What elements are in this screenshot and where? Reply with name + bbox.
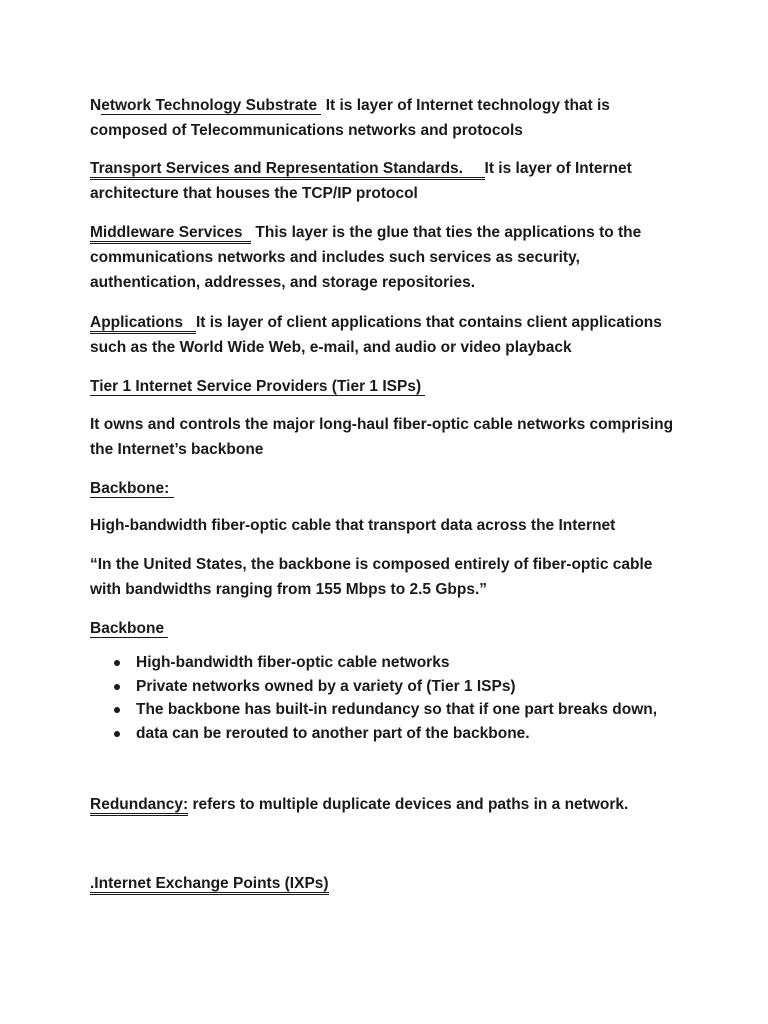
backbone-heading-2 (90, 616, 690, 641)
paragraph-text-line1: It owns and controls the major long-haul fiber-optic cable networks comprising (90, 416, 674, 433)
paragraph-text-line1: It is layer of Internet (484, 160, 632, 177)
list-item (110, 698, 657, 722)
list-item-text: The backbone has built-in redundancy so that if one part breaks down, (136, 701, 658, 718)
bullet-icon (114, 684, 120, 690)
tier1-isps-heading (90, 374, 690, 399)
term-network-technology-substrate: etwork Technology Substrate (101, 97, 322, 114)
term-applications: Applications (90, 314, 196, 334)
list-item-text: data can be rerouted to another part of the backbone. (136, 724, 530, 742)
quote-line1: “In the United States, the backbone is composed entirely of fiber-optic cable (90, 556, 653, 573)
paragraph-text-line1: It is layer of Internet technology that is (321, 97, 610, 114)
paragraph-text-line2: architecture that houses the TCP/IP protocol (90, 185, 418, 202)
list-item-text: High-bandwidth fiber-optic cable networks (136, 654, 450, 671)
backbone-quote (90, 552, 690, 602)
paragraph-text: refers to multiple duplicate devices and paths in a network. (188, 796, 629, 813)
middleware-services-paragraph (90, 220, 690, 295)
bullet-icon (114, 731, 120, 737)
heading-text: .Internet Exchange Points (IXPs) (90, 875, 329, 895)
tier1-isps-paragraph (90, 412, 690, 462)
paragraph-text-line1: It is layer of client applications that contains client applications (195, 314, 662, 331)
list-item-text: Private networks owned by a variety of (Tier 1 ISPs) (136, 677, 516, 695)
network-technology-substrate-paragraph (90, 93, 690, 143)
paragraph-text-line2: communications networks and includes such services as security, (90, 249, 580, 266)
list-item (110, 651, 657, 675)
term-redundancy: Redundancy: (90, 796, 188, 816)
list-item (110, 722, 657, 746)
first-letter: N (90, 97, 102, 114)
bullet-icon (114, 707, 120, 713)
term-middleware-services: Middleware Services (90, 224, 251, 244)
ixp-heading (90, 871, 690, 896)
paragraph-text-line2: such as the World Wide Web, e-mail, and audio or video playback (90, 339, 572, 356)
heading-text: Backbone (90, 620, 169, 637)
term-transport-services: Transport Services and Representation Standards. (90, 160, 485, 180)
backbone-heading (90, 476, 690, 501)
list-item (110, 675, 657, 699)
redundancy-paragraph (90, 792, 690, 817)
paragraph-text: High-bandwidth fiber-optic cable that transport data across the Internet (90, 517, 616, 534)
transport-services-paragraph (90, 156, 690, 206)
paragraph-text-line2: composed of Telecommunications networks and protocols (90, 122, 523, 139)
paragraph-text-line3: authentication, addresses, and storage repositories. (90, 274, 476, 291)
paragraph-text-line1: This layer is the glue that ties the applications to the (251, 224, 642, 241)
backbone-definition (90, 513, 690, 538)
heading-text: Tier 1 Internet Service Providers (Tier 1 ISPs) (90, 378, 426, 395)
quote-line2: with bandwidths ranging from 155 Mbps to 2.5 Gbps.” (90, 581, 487, 598)
applications-paragraph (90, 310, 690, 360)
bullet-icon (114, 660, 120, 666)
backbone-bullet-list (110, 651, 657, 745)
paragraph-text-line2: the Internet’s backbone (90, 441, 264, 458)
heading-text: Backbone: (90, 480, 174, 497)
